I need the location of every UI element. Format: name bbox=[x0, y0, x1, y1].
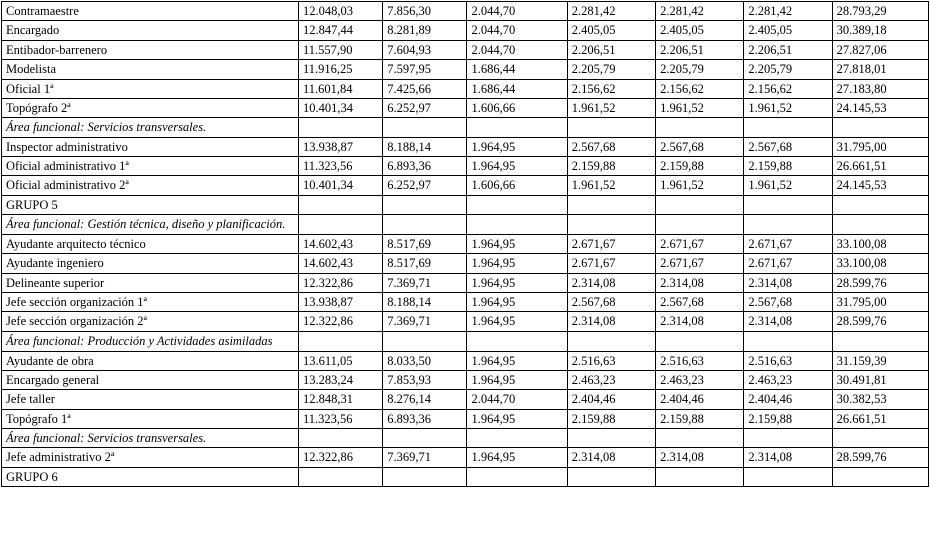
amount-cell-2: 7.597,95 bbox=[383, 60, 467, 79]
total-cell: 26.661,51 bbox=[832, 157, 928, 176]
amount-cell-3: 1.964,95 bbox=[467, 409, 567, 428]
empty-cell bbox=[298, 215, 382, 235]
total-cell: 33.100,08 bbox=[832, 254, 928, 273]
amount-cell-4: 2.671,67 bbox=[567, 234, 655, 253]
amount-cell-5: 2.206,51 bbox=[656, 40, 744, 59]
amount-cell-1: 13.611,05 bbox=[298, 351, 382, 370]
empty-cell bbox=[467, 331, 567, 351]
job-title-cell: Ayudante de obra bbox=[2, 351, 299, 370]
amount-cell-6: 2.156,62 bbox=[744, 79, 832, 98]
amount-cell-3: 1.606,66 bbox=[467, 98, 567, 117]
total-cell: 28.599,76 bbox=[832, 312, 928, 331]
table-row bbox=[2, 176, 929, 195]
total-cell: 28.599,76 bbox=[832, 273, 928, 292]
amount-cell-5: 1.961,52 bbox=[656, 176, 744, 195]
total-cell: 33.100,08 bbox=[832, 234, 928, 253]
group-heading-row bbox=[2, 195, 929, 214]
amount-cell-1: 12.847,44 bbox=[298, 21, 382, 40]
total-cell: 24.145,53 bbox=[832, 98, 928, 117]
empty-cell bbox=[656, 429, 744, 448]
amount-cell-4: 2.205,79 bbox=[567, 60, 655, 79]
table-row bbox=[2, 98, 929, 117]
amount-cell-5: 2.314,08 bbox=[656, 273, 744, 292]
empty-cell bbox=[383, 467, 467, 486]
amount-cell-2: 7.856,30 bbox=[383, 2, 467, 21]
amount-cell-1: 11.916,25 bbox=[298, 60, 382, 79]
amount-cell-1: 14.602,43 bbox=[298, 254, 382, 273]
empty-cell bbox=[383, 118, 467, 137]
table-row bbox=[2, 21, 929, 40]
amount-cell-6: 2.314,08 bbox=[744, 448, 832, 467]
amount-cell-6: 2.159,88 bbox=[744, 157, 832, 176]
amount-cell-2: 6.893,36 bbox=[383, 157, 467, 176]
amount-cell-2: 7.425,66 bbox=[383, 79, 467, 98]
amount-cell-5: 2.671,67 bbox=[656, 254, 744, 273]
empty-cell bbox=[298, 467, 382, 486]
empty-cell bbox=[298, 195, 382, 214]
amount-cell-6: 2.205,79 bbox=[744, 60, 832, 79]
empty-cell bbox=[467, 195, 567, 214]
amount-cell-2: 8.276,14 bbox=[383, 390, 467, 409]
amount-cell-3: 1.964,95 bbox=[467, 273, 567, 292]
job-title-cell: Modelista bbox=[2, 60, 299, 79]
job-title-cell: Entibador-barrenero bbox=[2, 40, 299, 59]
amount-cell-1: 10.401,34 bbox=[298, 98, 382, 117]
amount-cell-2: 8.033,50 bbox=[383, 351, 467, 370]
empty-cell bbox=[832, 195, 928, 214]
amount-cell-3: 1.606,66 bbox=[467, 176, 567, 195]
area-heading-label: Área funcional: Gestión técnica, diseño y planificación. bbox=[2, 215, 299, 235]
total-cell: 27.183,80 bbox=[832, 79, 928, 98]
empty-cell bbox=[656, 331, 744, 351]
amount-cell-1: 12.322,86 bbox=[298, 448, 382, 467]
total-cell: 24.145,53 bbox=[832, 176, 928, 195]
total-cell: 28.793,29 bbox=[832, 2, 928, 21]
salary-table bbox=[1, 1, 929, 487]
group-heading-label: GRUPO 6 bbox=[2, 467, 299, 486]
amount-cell-3: 1.686,44 bbox=[467, 79, 567, 98]
empty-cell bbox=[832, 215, 928, 235]
amount-cell-5: 2.516,63 bbox=[656, 351, 744, 370]
amount-cell-6: 2.567,68 bbox=[744, 293, 832, 312]
amount-cell-4: 2.314,08 bbox=[567, 312, 655, 331]
empty-cell bbox=[744, 118, 832, 137]
empty-cell bbox=[832, 467, 928, 486]
amount-cell-6: 2.405,05 bbox=[744, 21, 832, 40]
amount-cell-2: 7.604,93 bbox=[383, 40, 467, 59]
amount-cell-4: 1.961,52 bbox=[567, 176, 655, 195]
empty-cell bbox=[567, 331, 655, 351]
amount-cell-5: 2.671,67 bbox=[656, 234, 744, 253]
table-row bbox=[2, 409, 929, 428]
empty-cell bbox=[467, 215, 567, 235]
amount-cell-3: 1.686,44 bbox=[467, 60, 567, 79]
total-cell: 26.661,51 bbox=[832, 409, 928, 428]
empty-cell bbox=[567, 118, 655, 137]
total-cell: 31.795,00 bbox=[832, 293, 928, 312]
amount-cell-3: 1.964,95 bbox=[467, 293, 567, 312]
empty-cell bbox=[467, 429, 567, 448]
amount-cell-4: 2.516,63 bbox=[567, 351, 655, 370]
amount-cell-2: 6.252,97 bbox=[383, 98, 467, 117]
amount-cell-3: 2.044,70 bbox=[467, 21, 567, 40]
amount-cell-1: 12.048,03 bbox=[298, 2, 382, 21]
area-heading-label: Área funcional: Producción y Actividades asimiladas bbox=[2, 331, 299, 351]
amount-cell-1: 11.323,56 bbox=[298, 157, 382, 176]
empty-cell bbox=[298, 331, 382, 351]
amount-cell-1: 12.322,86 bbox=[298, 312, 382, 331]
amount-cell-3: 1.964,95 bbox=[467, 137, 567, 156]
amount-cell-1: 13.938,87 bbox=[298, 293, 382, 312]
total-cell: 31.159,39 bbox=[832, 351, 928, 370]
job-title-cell: Encargado general bbox=[2, 370, 299, 389]
amount-cell-6: 1.961,52 bbox=[744, 98, 832, 117]
amount-cell-5: 2.205,79 bbox=[656, 60, 744, 79]
total-cell: 31.795,00 bbox=[832, 137, 928, 156]
amount-cell-2: 8.517,69 bbox=[383, 234, 467, 253]
document-page bbox=[0, 1, 930, 539]
amount-cell-6: 2.314,08 bbox=[744, 273, 832, 292]
job-title-cell: Oficial administrativo 2ª bbox=[2, 176, 299, 195]
amount-cell-6: 2.206,51 bbox=[744, 40, 832, 59]
total-cell: 30.382,53 bbox=[832, 390, 928, 409]
job-title-cell: Oficial 1ª bbox=[2, 79, 299, 98]
amount-cell-4: 2.671,67 bbox=[567, 254, 655, 273]
amount-cell-4: 2.314,08 bbox=[567, 448, 655, 467]
amount-cell-1: 11.601,84 bbox=[298, 79, 382, 98]
amount-cell-4: 2.567,68 bbox=[567, 137, 655, 156]
table-row bbox=[2, 273, 929, 292]
table-row bbox=[2, 254, 929, 273]
total-cell: 28.599,76 bbox=[832, 448, 928, 467]
job-title-cell: Jefe sección organización 2ª bbox=[2, 312, 299, 331]
amount-cell-2: 8.188,14 bbox=[383, 293, 467, 312]
amount-cell-5: 2.567,68 bbox=[656, 137, 744, 156]
job-title-cell: Jefe taller bbox=[2, 390, 299, 409]
amount-cell-1: 12.848,31 bbox=[298, 390, 382, 409]
table-row bbox=[2, 234, 929, 253]
amount-cell-5: 2.567,68 bbox=[656, 293, 744, 312]
group-heading-label: GRUPO 5 bbox=[2, 195, 299, 214]
amount-cell-6: 2.281,42 bbox=[744, 2, 832, 21]
table-row bbox=[2, 293, 929, 312]
amount-cell-4: 2.206,51 bbox=[567, 40, 655, 59]
empty-cell bbox=[744, 215, 832, 235]
amount-cell-2: 7.369,71 bbox=[383, 273, 467, 292]
amount-cell-6: 2.404,46 bbox=[744, 390, 832, 409]
job-title-cell: Oficial administrativo 1ª bbox=[2, 157, 299, 176]
amount-cell-3: 2.044,70 bbox=[467, 40, 567, 59]
table-row bbox=[2, 60, 929, 79]
empty-cell bbox=[467, 467, 567, 486]
amount-cell-3: 1.964,95 bbox=[467, 234, 567, 253]
amount-cell-5: 1.961,52 bbox=[656, 98, 744, 117]
amount-cell-1: 14.602,43 bbox=[298, 234, 382, 253]
table-row bbox=[2, 157, 929, 176]
amount-cell-6: 2.314,08 bbox=[744, 312, 832, 331]
amount-cell-3: 1.964,95 bbox=[467, 312, 567, 331]
table-row bbox=[2, 2, 929, 21]
job-title-cell: Delineante superior bbox=[2, 273, 299, 292]
empty-cell bbox=[383, 331, 467, 351]
amount-cell-2: 7.369,71 bbox=[383, 312, 467, 331]
table-row bbox=[2, 79, 929, 98]
amount-cell-6: 2.463,23 bbox=[744, 370, 832, 389]
job-title-cell: Ayudante arquitecto técnico bbox=[2, 234, 299, 253]
area-heading-row bbox=[2, 215, 929, 235]
empty-cell bbox=[744, 331, 832, 351]
amount-cell-4: 2.159,88 bbox=[567, 157, 655, 176]
empty-cell bbox=[744, 467, 832, 486]
empty-cell bbox=[832, 429, 928, 448]
amount-cell-1: 10.401,34 bbox=[298, 176, 382, 195]
area-heading-label: Área funcional: Servicios transversales. bbox=[2, 118, 299, 137]
empty-cell bbox=[567, 467, 655, 486]
empty-cell bbox=[383, 429, 467, 448]
total-cell: 30.491,81 bbox=[832, 370, 928, 389]
amount-cell-2: 8.281,89 bbox=[383, 21, 467, 40]
empty-cell bbox=[298, 118, 382, 137]
table-row bbox=[2, 390, 929, 409]
empty-cell bbox=[567, 195, 655, 214]
amount-cell-4: 2.156,62 bbox=[567, 79, 655, 98]
empty-cell bbox=[567, 215, 655, 235]
amount-cell-2: 8.517,69 bbox=[383, 254, 467, 273]
job-title-cell: Topógrafo 2ª bbox=[2, 98, 299, 117]
empty-cell bbox=[832, 331, 928, 351]
amount-cell-3: 1.964,95 bbox=[467, 351, 567, 370]
area-heading-label: Área funcional: Servicios transversales. bbox=[2, 429, 299, 448]
amount-cell-3: 1.964,95 bbox=[467, 157, 567, 176]
amount-cell-3: 1.964,95 bbox=[467, 370, 567, 389]
job-title-cell: Ayudante ingeniero bbox=[2, 254, 299, 273]
empty-cell bbox=[744, 429, 832, 448]
job-title-cell: Jefe administrativo 2ª bbox=[2, 448, 299, 467]
amount-cell-4: 2.281,42 bbox=[567, 2, 655, 21]
empty-cell bbox=[383, 215, 467, 235]
amount-cell-2: 6.252,97 bbox=[383, 176, 467, 195]
empty-cell bbox=[656, 215, 744, 235]
table-body bbox=[2, 2, 929, 487]
amount-cell-2: 7.369,71 bbox=[383, 448, 467, 467]
empty-cell bbox=[656, 195, 744, 214]
job-title-cell: Encargado bbox=[2, 21, 299, 40]
table-row bbox=[2, 137, 929, 156]
amount-cell-5: 2.159,88 bbox=[656, 409, 744, 428]
empty-cell bbox=[467, 118, 567, 137]
amount-cell-4: 2.314,08 bbox=[567, 273, 655, 292]
empty-cell bbox=[567, 429, 655, 448]
job-title-cell: Contramaestre bbox=[2, 2, 299, 21]
amount-cell-3: 1.964,95 bbox=[467, 448, 567, 467]
amount-cell-4: 1.961,52 bbox=[567, 98, 655, 117]
amount-cell-4: 2.463,23 bbox=[567, 370, 655, 389]
amount-cell-6: 2.671,67 bbox=[744, 234, 832, 253]
amount-cell-6: 1.961,52 bbox=[744, 176, 832, 195]
amount-cell-5: 2.281,42 bbox=[656, 2, 744, 21]
amount-cell-4: 2.159,88 bbox=[567, 409, 655, 428]
table-row bbox=[2, 312, 929, 331]
total-cell: 30.389,18 bbox=[832, 21, 928, 40]
amount-cell-2: 7.853,93 bbox=[383, 370, 467, 389]
amount-cell-5: 2.405,05 bbox=[656, 21, 744, 40]
table-row bbox=[2, 40, 929, 59]
amount-cell-3: 2.044,70 bbox=[467, 2, 567, 21]
amount-cell-5: 2.156,62 bbox=[656, 79, 744, 98]
empty-cell bbox=[832, 118, 928, 137]
amount-cell-6: 2.567,68 bbox=[744, 137, 832, 156]
amount-cell-5: 2.404,46 bbox=[656, 390, 744, 409]
job-title-cell: Jefe sección organización 1ª bbox=[2, 293, 299, 312]
empty-cell bbox=[656, 118, 744, 137]
amount-cell-2: 6.893,36 bbox=[383, 409, 467, 428]
empty-cell bbox=[744, 195, 832, 214]
table-row bbox=[2, 351, 929, 370]
area-heading-row bbox=[2, 429, 929, 448]
empty-cell bbox=[298, 429, 382, 448]
total-cell: 27.827,06 bbox=[832, 40, 928, 59]
job-title-cell: Topógrafo 1ª bbox=[2, 409, 299, 428]
table-row bbox=[2, 370, 929, 389]
amount-cell-1: 11.557,90 bbox=[298, 40, 382, 59]
amount-cell-1: 12.322,86 bbox=[298, 273, 382, 292]
amount-cell-4: 2.404,46 bbox=[567, 390, 655, 409]
amount-cell-5: 2.314,08 bbox=[656, 448, 744, 467]
job-title-cell: Inspector administrativo bbox=[2, 137, 299, 156]
total-cell: 27.818,01 bbox=[832, 60, 928, 79]
amount-cell-6: 2.516,63 bbox=[744, 351, 832, 370]
table-row bbox=[2, 448, 929, 467]
amount-cell-1: 13.283,24 bbox=[298, 370, 382, 389]
amount-cell-6: 2.671,67 bbox=[744, 254, 832, 273]
area-heading-row bbox=[2, 118, 929, 137]
amount-cell-5: 2.463,23 bbox=[656, 370, 744, 389]
area-heading-row bbox=[2, 331, 929, 351]
amount-cell-6: 2.159,88 bbox=[744, 409, 832, 428]
amount-cell-1: 13.938,87 bbox=[298, 137, 382, 156]
amount-cell-4: 2.567,68 bbox=[567, 293, 655, 312]
empty-cell bbox=[383, 195, 467, 214]
amount-cell-1: 11.323,56 bbox=[298, 409, 382, 428]
amount-cell-3: 1.964,95 bbox=[467, 254, 567, 273]
group-heading-row bbox=[2, 467, 929, 486]
amount-cell-5: 2.159,88 bbox=[656, 157, 744, 176]
amount-cell-5: 2.314,08 bbox=[656, 312, 744, 331]
amount-cell-3: 2.044,70 bbox=[467, 390, 567, 409]
empty-cell bbox=[656, 467, 744, 486]
amount-cell-2: 8.188,14 bbox=[383, 137, 467, 156]
amount-cell-4: 2.405,05 bbox=[567, 21, 655, 40]
